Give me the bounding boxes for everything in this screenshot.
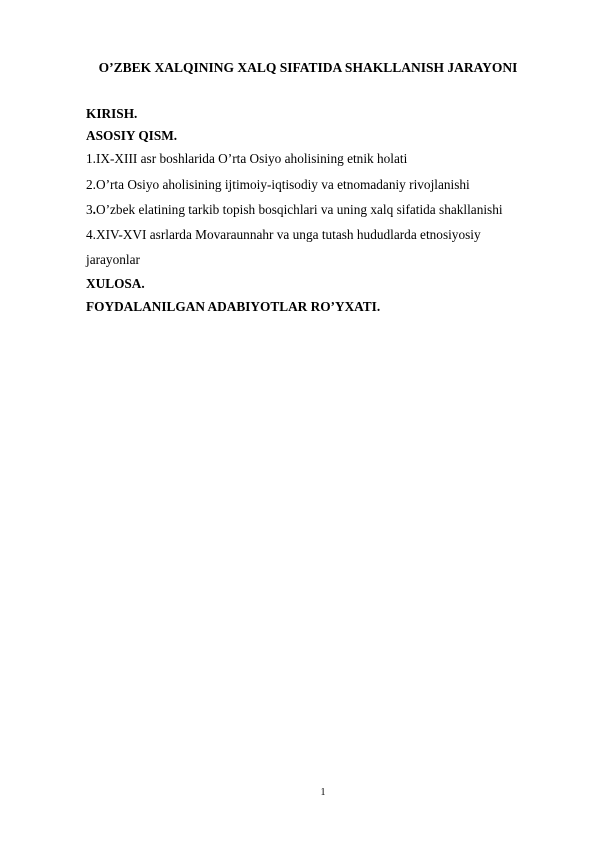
toc-item-2: 2.O’rta Osiyo aholisining ijtimoiy-iqtisodiy va etnomadaniy rivojlanishi bbox=[86, 177, 470, 192]
toc-item-3-number: 3 bbox=[86, 202, 93, 217]
toc-intro: KIRISH. bbox=[86, 106, 138, 121]
toc-item-1: 1.IX-XIII asr boshlarida O’rta Osiyo aholisining etnik holati bbox=[86, 151, 408, 166]
page-number: 1 bbox=[320, 787, 326, 798]
toc-conclusion: XULOSA. bbox=[86, 276, 145, 291]
toc-item-4-line-1: 4.XIV-XVI asrlarda Movaraunnahr va unga tutash hududlarda etnosiyosiy bbox=[86, 227, 481, 242]
toc-references: FOYDALANILGAN ADABIYOTLAR RO’YXATI. bbox=[86, 299, 381, 314]
toc-item-3-text: O’zbek elatining tarkib topish bosqichlari va uning xalq sifatida shakllanishi bbox=[95, 202, 503, 217]
toc-item-3 bbox=[86, 202, 503, 218]
toc-item-3-dot: . bbox=[92, 202, 96, 217]
document-title: O’ZBEK XALQINING XALQ SIFATIDA SHAKLLANISH JARAYONI bbox=[98, 60, 518, 75]
toc-item-4-line-2: jarayonlar bbox=[86, 252, 140, 267]
toc-main-part: ASOSIY QISM. bbox=[86, 128, 178, 143]
